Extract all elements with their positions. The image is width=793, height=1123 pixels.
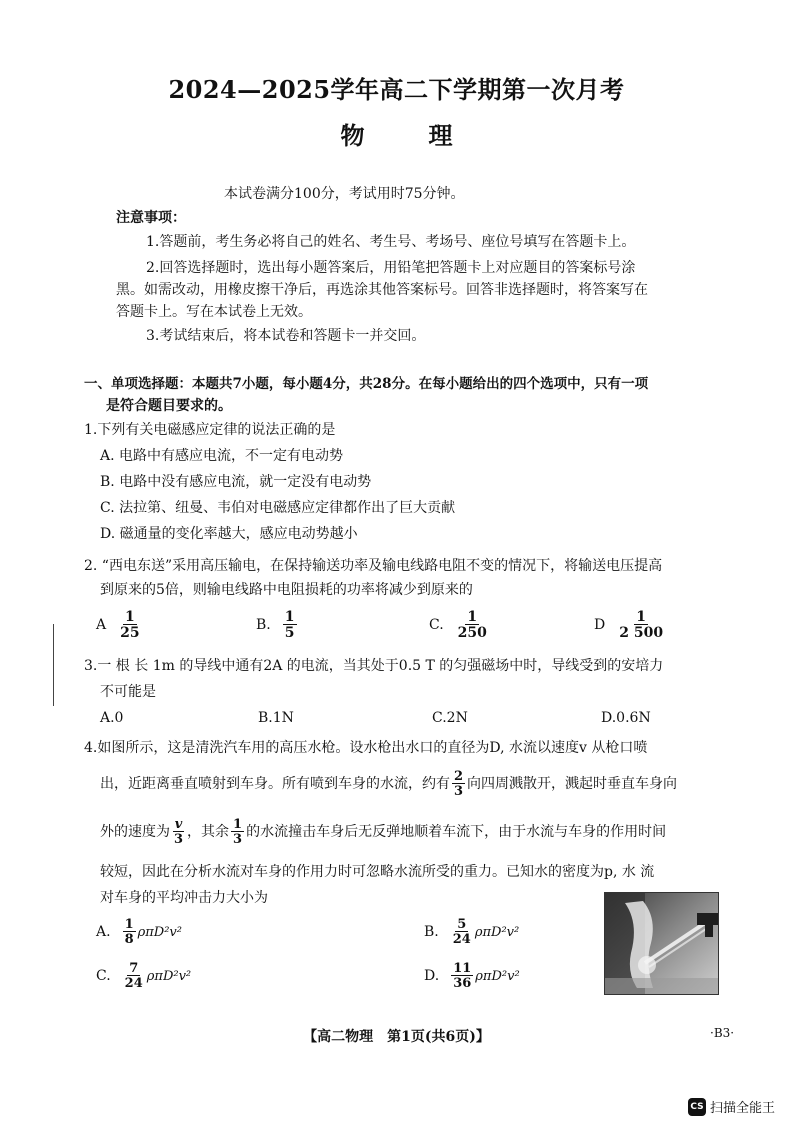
score-time-note: 本试卷满分100分，考试用时75分钟。 — [224, 186, 465, 202]
question-4-option-c: C. $\frac{7}{24}$ ρπD²v² — [96, 961, 192, 991]
option-label: C. — [429, 617, 444, 633]
question-4-option-a: A. $\frac{1}{8}$ ρπD²v² — [96, 917, 182, 947]
option-label: A — [96, 617, 107, 633]
question-3-option-d: D.0.6N — [601, 710, 651, 726]
section-heading: 一、单项选择题：本题共7小题，每小题4分，共28分。在每小题给出的四个选项中，只有一项 — [84, 376, 649, 392]
fraction: $\frac{1}{25}$ — [120, 609, 140, 641]
note-item-3: 3.考试结束后，将本试卷和答题卡一并交回。 — [146, 328, 426, 344]
question-1-stem: 1.下列有关电磁感应定律的说法正确的是 — [84, 422, 336, 438]
question-2-option-c — [429, 610, 491, 640]
subject-char-1: 物 — [340, 121, 365, 150]
note-item-1: 1.答题前，考生务必将自己的姓名、考生号、考场号、座位号填写在答题卡上。 — [146, 234, 636, 250]
page-footer: 【高二物理 第1页(共6页)】 — [303, 1029, 490, 1045]
fraction: $\frac{1}{2 500}$ — [619, 609, 664, 641]
section-heading-cont: 是符合题目要求的。 — [106, 398, 232, 414]
scanner-logo-icon: CS — [688, 1098, 706, 1116]
question-3-option-b: B.1N — [258, 710, 294, 726]
question-1-option-c: C. 法拉第、纽曼、韦伯对电磁感应定律都作出了巨大贡献 — [100, 500, 456, 516]
question-4-stem-line2: 出，近距离垂直喷射到车身。所有喷到车身的水流，约有 $\frac{2}{3}$ 向四周溅散开，溅起时垂直车身向 — [100, 769, 678, 799]
exam-title: 2024—2025学年高二下学期第一次月考 — [168, 75, 625, 104]
water-gun-photo — [604, 892, 719, 995]
question-4-stem: 4.如图所示，这是清洗汽车用的高压水枪。设水枪出水口的直径为D, 水流以速度v 从枪口喷 — [84, 740, 648, 756]
subject-title — [0, 116, 793, 151]
question-1-option-b: B. 电路中没有感应电流，就一定没有电动势 — [100, 474, 372, 490]
margin-line — [53, 624, 54, 706]
note-item-2: 2.回答选择题时，选出每小题答案后，用铅笔把答题卡上对应题目的答案标号涂 — [146, 260, 636, 276]
page-code: ·B3· — [710, 1026, 735, 1040]
option-label: D — [594, 617, 606, 633]
fraction: $\frac{1}{5}$ — [284, 609, 295, 641]
question-3-option-c: C.2N — [432, 710, 468, 726]
question-2-stem-cont: 到原来的5倍，则输电线路中电阻损耗的功率将减少到原来的 — [100, 582, 473, 598]
notes-heading: 注意事项： — [116, 210, 186, 226]
note-item-2-cont: 黑。如需改动，用橡皮擦干净后，再选涂其他答案标号。回答非选择题时，将答案写在 — [116, 282, 648, 298]
fraction-one-third: $\frac{1}{3}$ — [233, 817, 243, 847]
question-2-option-d — [594, 610, 667, 640]
question-1-option-a: A. 电路中有感应电流，不一定有电动势 — [100, 448, 344, 464]
question-1-option-d: D. 磁通量的变化率越大，感应电动势越小 — [100, 526, 358, 542]
question-4-stem-line3: 外的速度为 $\frac{v}{3}$ ，其余 $\frac{1}{3}$ 的水流撞击车身后无反弹地顺着车流下，由于水流与车身的作用时间 — [100, 817, 667, 847]
question-4-option-b: B. $\frac{5}{24}$ ρπD²v² — [424, 917, 520, 947]
scanner-watermark — [688, 1097, 775, 1116]
subject-char-2: 理 — [428, 121, 453, 150]
question-2-option-a — [96, 610, 144, 640]
fraction-v-over-3: $\frac{v}{3}$ — [174, 817, 184, 847]
scanner-name: 扫描全能王 — [710, 1101, 776, 1116]
question-3-stem: 3.一 根 长 1m 的导线中通有2A 的电流，当其处于0.5 T 的匀强磁场中时，导线受到的安培力 — [84, 658, 664, 674]
question-4-option-d: D. $\frac{11}{36}$ ρπD²v² — [424, 961, 520, 991]
question-3-stem-cont: 不可能是 — [100, 684, 156, 700]
question-4-stem-line5: 对车身的平均冲击力大小为 — [100, 890, 268, 906]
question-2-option-b — [256, 610, 299, 640]
fraction-two-thirds: $\frac{2}{3}$ — [454, 769, 464, 799]
option-label: B. — [256, 617, 271, 633]
note-item-2-cont2: 答题卡上。写在本试卷上无效。 — [116, 304, 312, 320]
question-2-stem: 2. “西电东送”采用高压输电，在保持输送功率及输电线路电阻不变的情况下，将输送电压提高 — [84, 558, 663, 574]
fraction: $\frac{1}{250}$ — [457, 609, 487, 641]
question-4-stem-line4: 较短，因此在分析水流对车身的作用力时可忽略水流所受的重力。已知水的密度为p, 水 流 — [100, 864, 655, 880]
question-3-option-a: A.0 — [100, 710, 124, 726]
